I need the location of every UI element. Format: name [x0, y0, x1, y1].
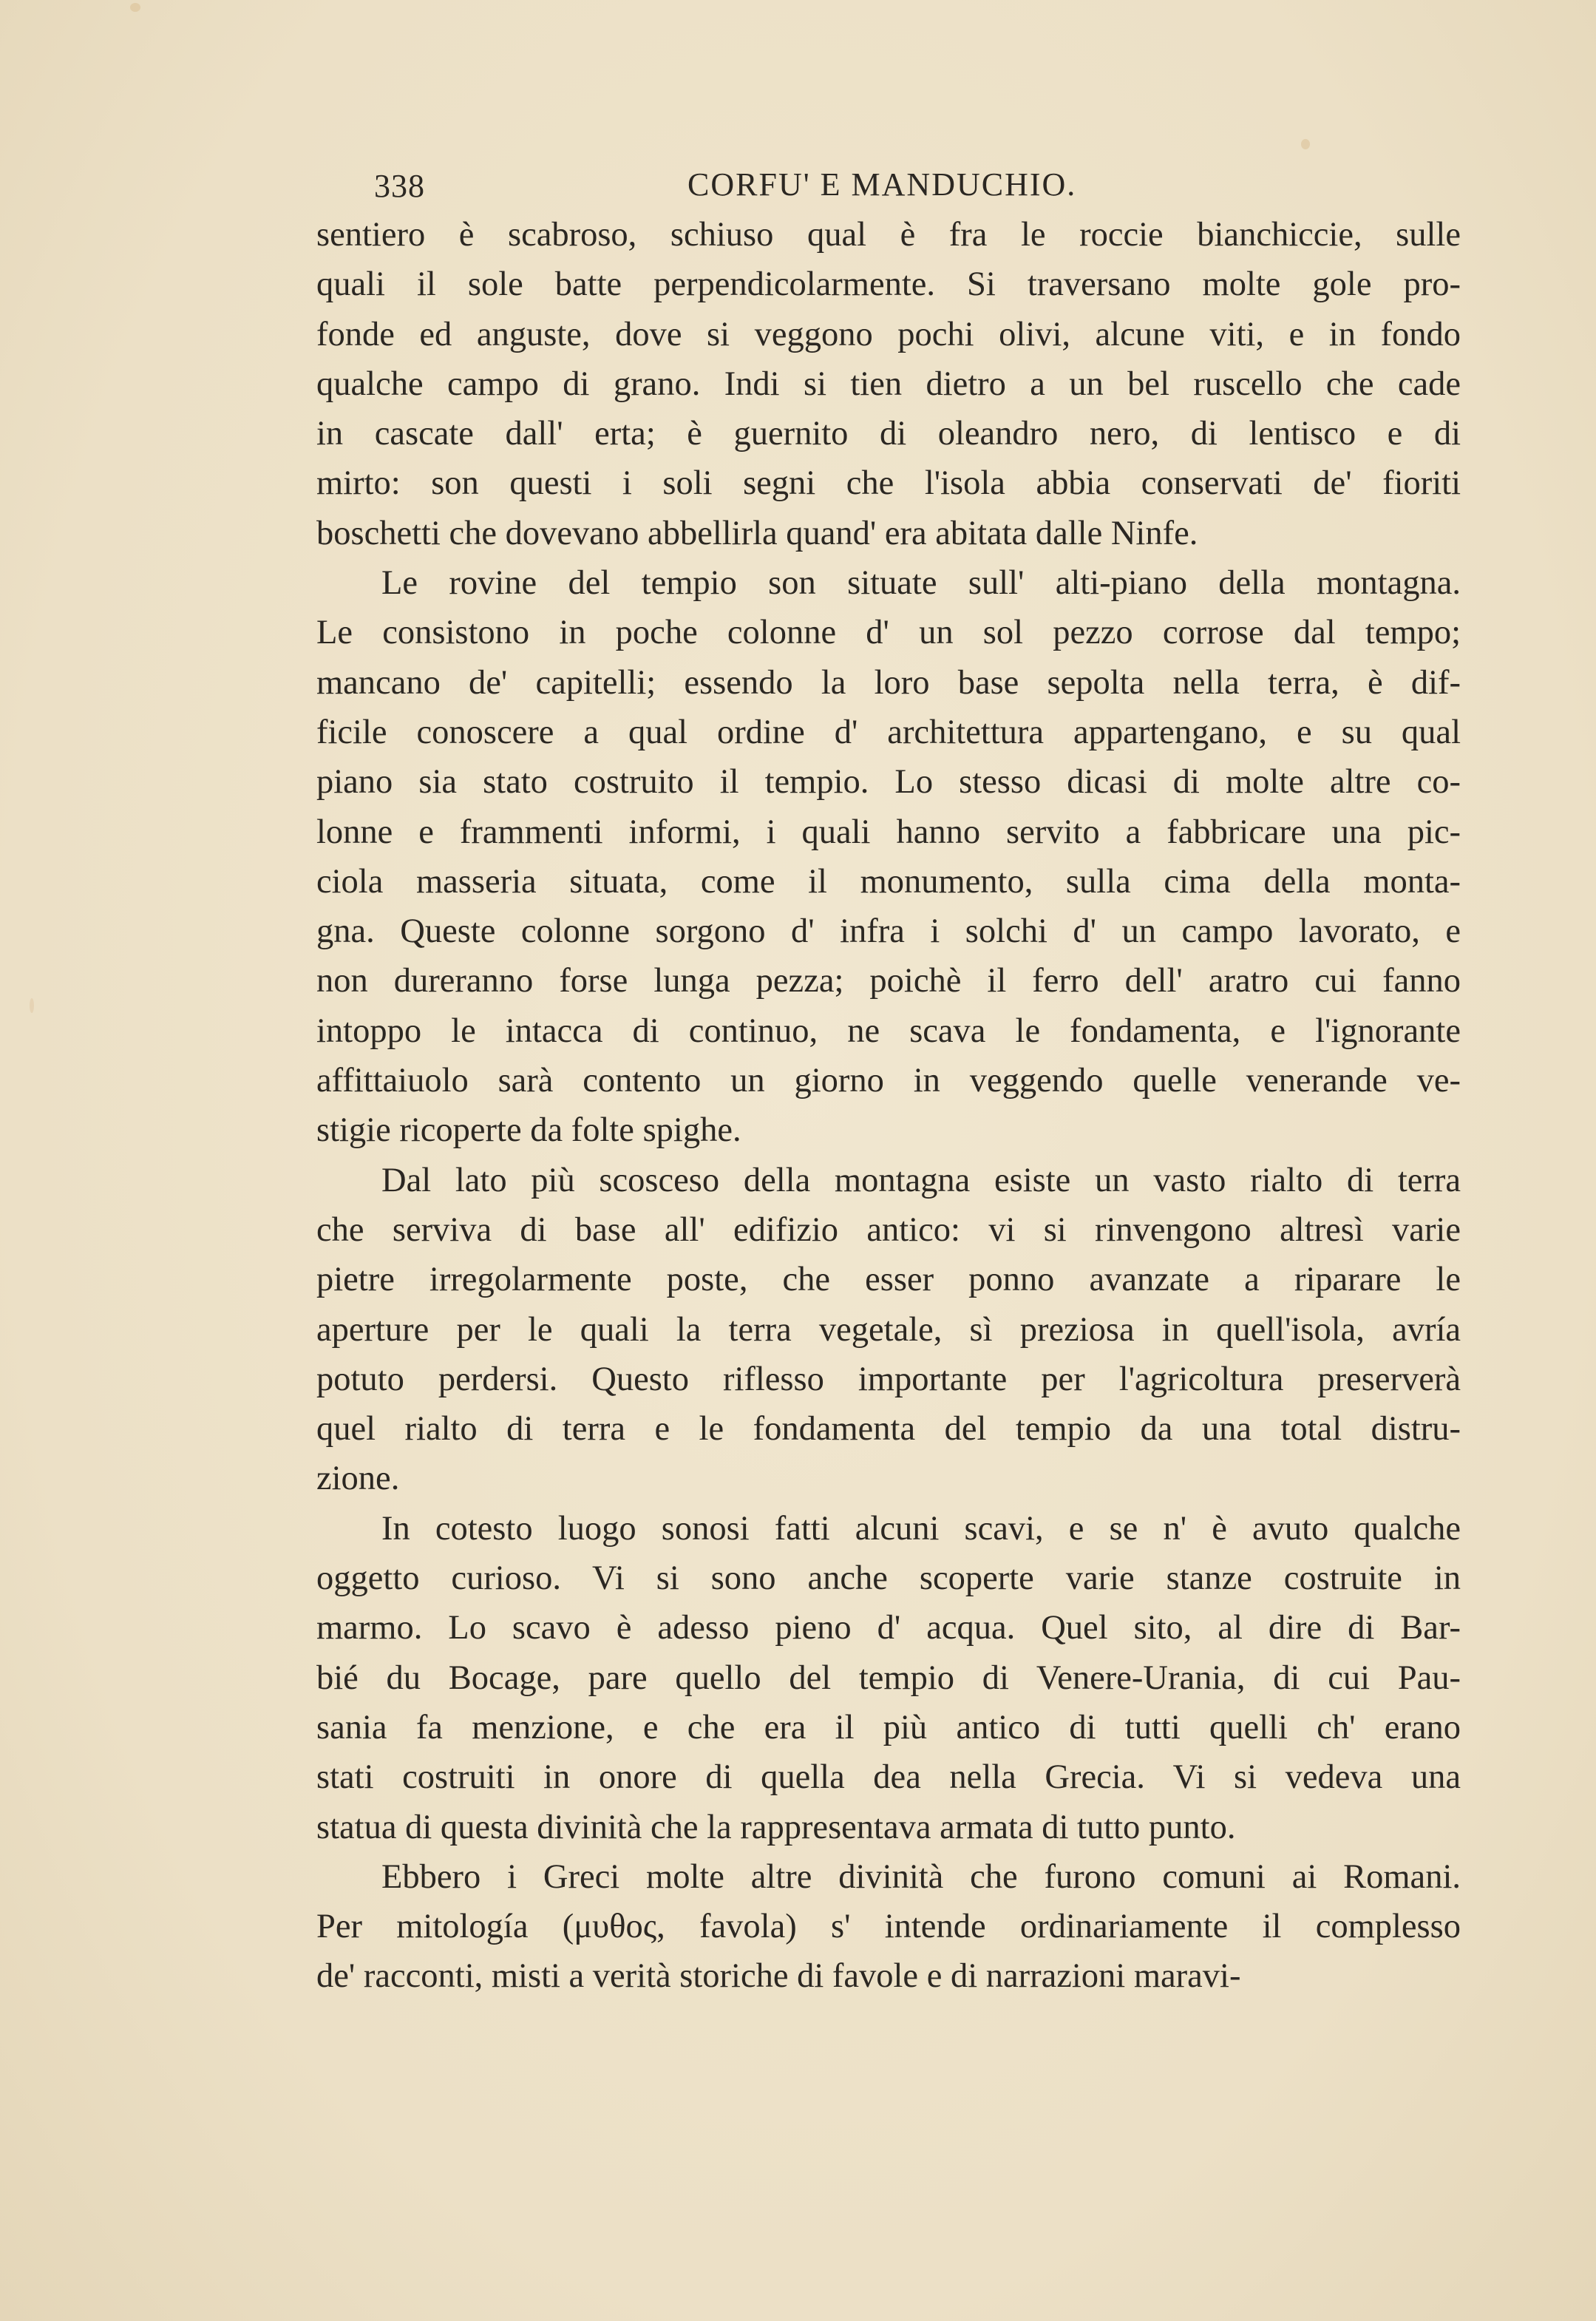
text-line: ficile conoscere a qual ordine d' architettura appartengano, e su qual [316, 713, 1461, 751]
text-line: stati costruiti in onore di quella dea nella Grecia. Vi si vedeva una [316, 1758, 1461, 1797]
text-line: piano sia stato costruito il tempio. Lo stesso dicasi di molte altre co- [316, 763, 1461, 802]
text-line: sania fa menzione, e che era il più antico di tutti quelli ch' erano [316, 1708, 1461, 1746]
text-line: In cotesto luogo sonosi fatti alcuni scavi, e se n' è avuto qualche [381, 1509, 1461, 1548]
paragraph [316, 1852, 1461, 2002]
text-line: sentiero è scabroso, schiuso qual è fra le roccie bianchiccie, sulle [316, 216, 1461, 254]
text-line: marmo. Lo scavo è adesso pieno d' acqua. Quel sito, al dire di Bar- [316, 1609, 1461, 1647]
paragraph [316, 1156, 1461, 1504]
text-line: Per mitología (μυθος, favola) s' intende ordinariamente il complesso [316, 1908, 1461, 1946]
text-line: fonde ed anguste, dove si veggono pochi olivi, alcune viti, e in fondo [316, 315, 1461, 353]
text-line: bié du Bocage, pare quello del tempio di Venere-Urania, di cui Pau- [316, 1658, 1461, 1697]
text-line: boschetti che dovevano abbellirla quand' era abitata dalle Ninfe. [316, 514, 1198, 552]
text-line: mirto: son questi i soli segni che l'isola abbia conservati de' fioriti [316, 464, 1461, 503]
running-head: CORFU' E MANDUCHIO. [687, 166, 1077, 203]
text-line: mancano de' capitelli; essendo la loro base sepolta nella terra, è dif- [316, 663, 1461, 702]
text-line: quali il sole batte perpendicolarmente. Si traversano molte gole pro- [316, 265, 1461, 304]
text-line: Le consistono in poche colonne d' un sol pezzo corrose dal tempo; [316, 614, 1461, 652]
page-header [370, 161, 1464, 213]
paper-speck [30, 998, 34, 1013]
text-line: quel rialto di terra e le fondamenta del tempio da una total distru- [316, 1410, 1461, 1448]
page-number: 338 [374, 168, 425, 204]
paper-speck [1301, 139, 1310, 149]
text-line: pietre irregolarmente poste, che esser ponno avanzate a riparare le [316, 1261, 1461, 1299]
text-line: Ebbero i Greci molte altre divinità che furono comuni ai Romani. [381, 1857, 1461, 1896]
text-line: Dal lato più scosceso della montagna esiste un vasto rialto di terra [381, 1161, 1461, 1199]
text-line: ciola masseria situata, come il monumento, sulla cima della monta- [316, 862, 1461, 901]
text-line: aperture per le quali la terra vegetale, sì preziosa in quell'isola, avría [316, 1310, 1461, 1349]
text-line: de' racconti, misti a verità storiche di favole e di narrazioni maravi- [316, 1957, 1241, 1996]
text-line: statua di questa divinità che la rappresentava armata di tutto punto. [316, 1808, 1236, 1846]
text-line: affittaiuolo sarà contento un giorno in veggendo quelle venerande ve- [316, 1062, 1461, 1100]
text-line: oggetto curioso. Vi si sono anche scoperte varie stanze costruite in [316, 1559, 1461, 1598]
text-line: stigie ricoperte da folte spighe. [316, 1111, 741, 1150]
paragraph [316, 558, 1461, 1156]
text-line: intoppo le intacca di continuo, ne scava le fondamenta, e l'ignorante [316, 1012, 1461, 1050]
text-line: zione. [316, 1460, 400, 1498]
text-line: non dureranno forse lunga pezza; poichè il ferro dell' aratro cui fanno [316, 962, 1461, 1000]
text-line: qualche campo di grano. Indi si tien dietro a un bel ruscello che cade [316, 365, 1461, 403]
paper-speck [130, 3, 140, 12]
text-line: che serviva di base all' edifizio antico: vi si rinvengono altresì varie [316, 1210, 1461, 1249]
text-line: Le rovine del tempio son situate sull' alti-piano della montagna. [381, 564, 1461, 603]
paragraph [316, 1504, 1461, 1852]
text-line: in cascate dall' erta; è guernito di oleandro nero, di lentisco e di [316, 415, 1461, 453]
text-line: potuto perdersi. Questo riflesso importante per l'agricoltura preserverà [316, 1360, 1461, 1398]
text-line: gna. Queste colonne sorgono d' infra i solchi d' un campo lavorato, e [316, 912, 1461, 951]
body-text [316, 210, 1461, 2002]
paragraph [316, 210, 1461, 558]
text-line: lonne e frammenti informi, i quali hanno servito a fabbricare una pic- [316, 813, 1461, 851]
